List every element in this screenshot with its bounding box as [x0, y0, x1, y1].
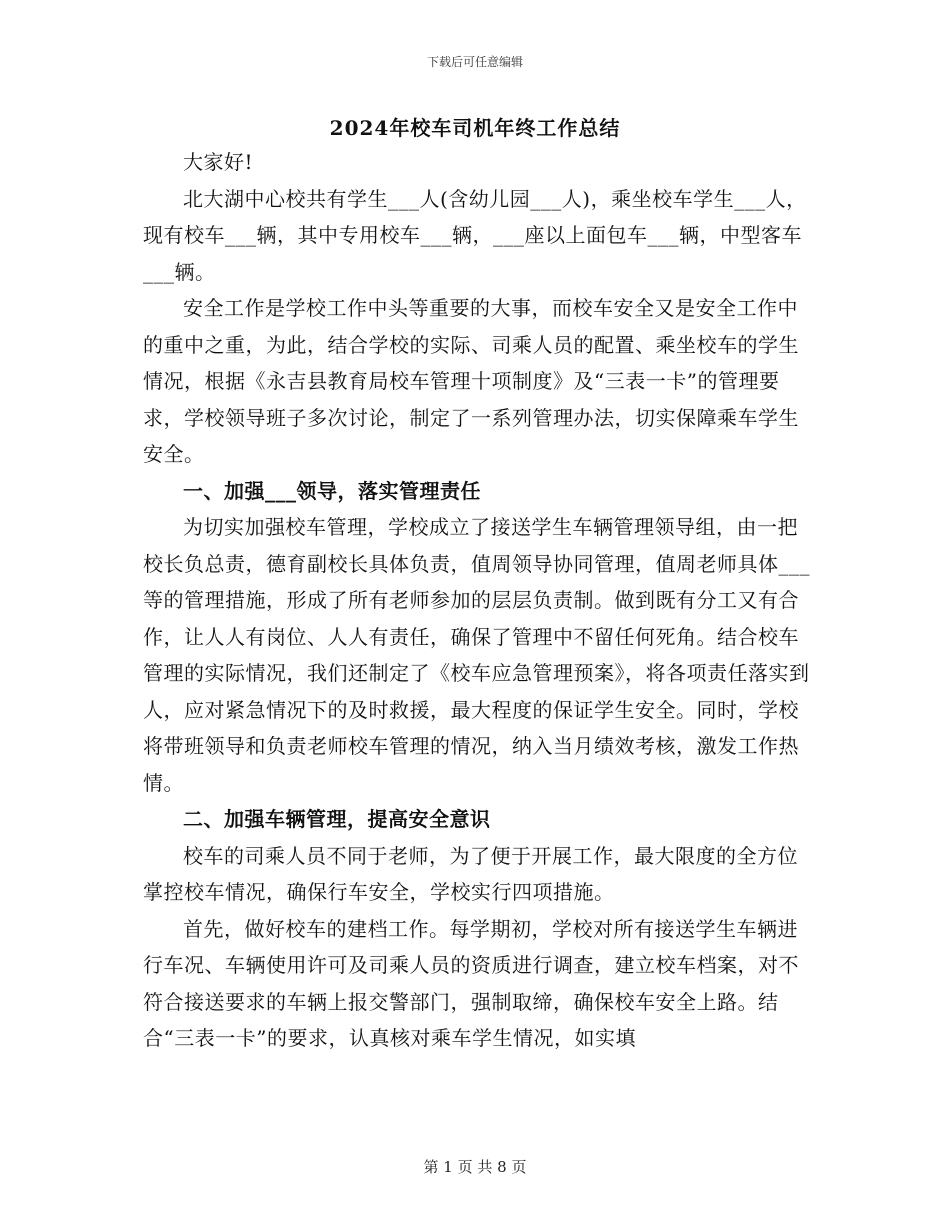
- section-2-measure-1-paragraph: 首先，做好校车的建档工作。每学期初，学校对所有接送学生车辆进行车况、车辆使用许可及司乘人员的资质进行调查，建立校车档案，对不符合接送要求的车辆上报交警部门，强制取缔，确保校车安全上路。结合“三表一卡”的要求，认真核对乘车学生情况，如实填: [143, 916, 799, 1050]
- section-1-paragraph: 为切实加强校车管理，学校成立了接送学生车辆管理领导组，由一把校长负总责，德育副校长具体负责，值周领导协同管理，值周老师具体___等的管理措施，形成了所有老师参加的层层负责制。做到既有分工又有合作，让人人有岗位、人人有责任，确保了管理中不留任何死角。结合校车管理的实际情况，我们还制定了《校车应急管理预案》，将各项责任落实到人，应对紧急情况下的及时救援，最大程度的保证学生安全。同时，学校将带班领导和负责老师校车管理的情况，纳入当月绩效考核，激发工作热情。: [143, 515, 810, 795]
- document-body: [143, 144, 811, 1057]
- section-heading-1: 一、加强___领导，落实管理责任: [183, 478, 481, 503]
- section-2-intro-paragraph: 校车的司乘人员不同于老师，为了便于开展工作，最大限度的全方位掌控校车情况，确保行车安全，学校实行四项措施。: [143, 843, 798, 904]
- section-heading-2: 二、加强车辆管理，提高安全意识: [183, 807, 491, 831]
- document-title: 2024年校车司机年终工作总结: [329, 116, 621, 140]
- header-note: 下载后可任意编辑: [426, 55, 523, 69]
- school-stats-paragraph: 北大湖中心校共有学生___人(含幼儿园___人)，乘坐校车学生___人，现有校车___辆，其中专用校车___辆，___座以上面包车___辆，中型客车___辆。: [143, 186, 807, 284]
- greeting-paragraph: 大家好!: [183, 150, 254, 174]
- intro-paragraph: 安全工作是学校工作中头等重要的大事，而校车安全又是安全工作中的重中之重，为此，结合学校的实际、司乘人员的配置、乘坐校车的学生情况，根据《永吉县教育局校车管理十项制度》及“三表一卡”的管理要求，学校领导班子多次讨论，制定了一系列管理办法，切实保障乘车学生安全。: [143, 296, 799, 466]
- page-number: 第 1 页 共 8 页: [423, 1158, 527, 1176]
